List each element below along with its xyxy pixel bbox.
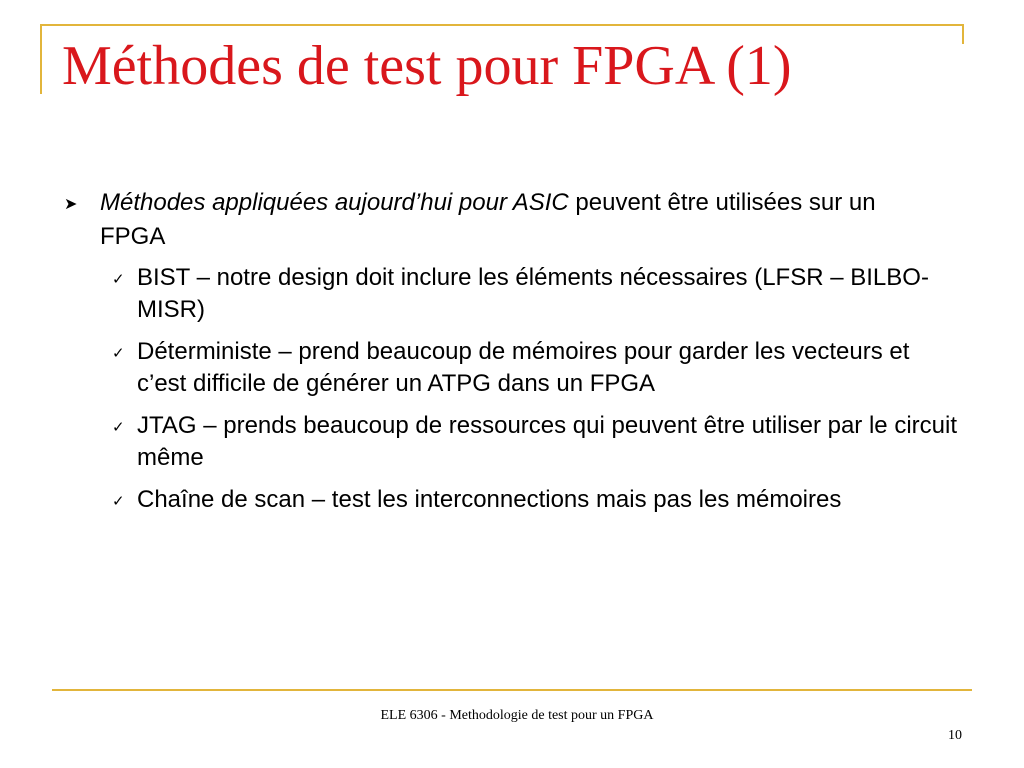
- left-border-line: [40, 24, 42, 94]
- main-bullet-text: peuvent être utilisées sur un FPGA: [100, 189, 876, 250]
- footer-text: ELE 6306 - Methodologie de test pour un FPGA: [380, 708, 654, 723]
- main-bullet-italic-text: Méthodes appliquées aujourd’hui pour ASIC: [100, 189, 569, 216]
- page-number: 10: [948, 728, 962, 743]
- sub-bullet-item: [62, 262, 957, 326]
- footer-divider-line: [52, 689, 972, 691]
- slide-title: Méthodes de test pour FPGA (1): [62, 35, 792, 97]
- sub-bullet-text: BIST – notre design doit inclure les éléments nécessaires (LFSR – BILBO-MISR): [137, 264, 929, 323]
- sub-bullet-text: Chaîne de scan – test les interconnections mais pas les mémoires: [137, 486, 842, 513]
- checkmark-icon: ✓: [112, 492, 125, 510]
- arrowhead-bullet-icon: ➤: [64, 194, 78, 213]
- sub-bullet-item: [62, 484, 957, 516]
- right-border-line: [962, 24, 964, 44]
- sub-bullet-text: JTAG – prends beaucoup de ressources qui peuvent être utiliser par le circuit même: [137, 412, 957, 471]
- top-border-line: [40, 24, 964, 26]
- checkmark-icon: ✓: [112, 418, 125, 436]
- checkmark-icon: ✓: [112, 270, 125, 288]
- sub-bullet-item: [62, 410, 957, 474]
- checkmark-icon: ✓: [112, 344, 125, 362]
- sub-bullet-list: [62, 262, 962, 516]
- sub-bullet-item: [62, 336, 957, 400]
- sub-bullet-text: Déterministe – prend beaucoup de mémoires pour garder les vecteurs et c’est difficile de générer un ATPG dans un FPGA: [137, 338, 910, 397]
- main-bullet-item: [62, 186, 900, 254]
- slide-content: [62, 186, 962, 526]
